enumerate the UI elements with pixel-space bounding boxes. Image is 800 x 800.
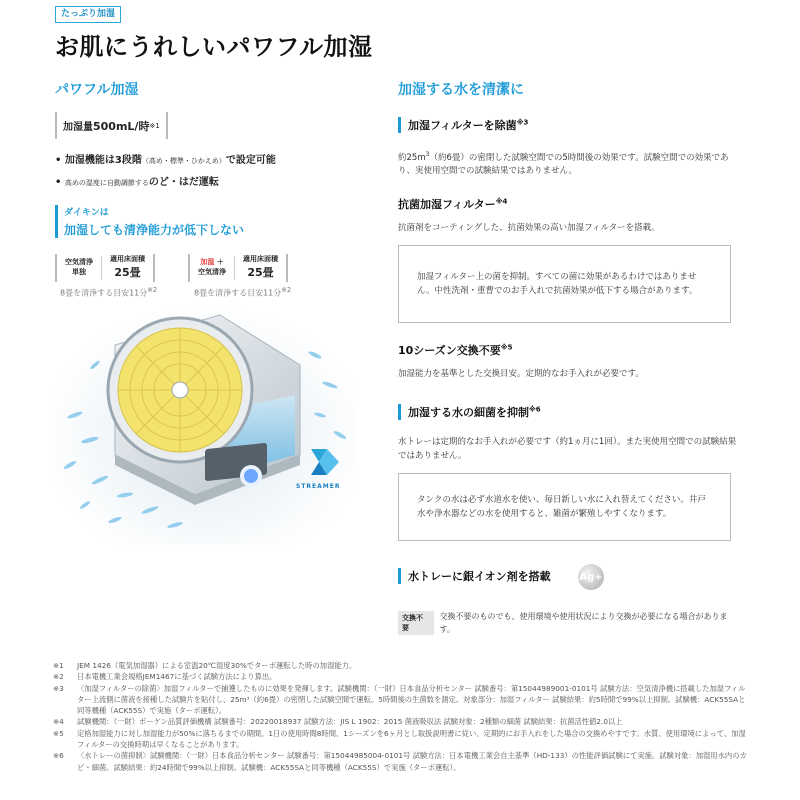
silver-ion-badge: Ag+: [578, 564, 604, 590]
footnote-text: 〈加湿フィルターの除菌〉加湿フィルターで捕獲したものに効果を発揮します。試験機関：（一財）日本食品分析センター 試験番号：第15044989001-0101号 試験方法：空気清浄機に搭載した加湿フィルター上流側に菌液を接種した試験片を貼付し、25m³（約6畳）の密閉した試験空間で運転。5時間後の生菌数を測定。対象部分：加湿フィルター 試験結果：約5時間で99%以上抑制。試験機：ACK55SAと同等機種（ACK55S）で実施（ターボ運転）。: [77, 683, 746, 716]
s5-title: [398, 568, 551, 584]
footnote-row: [53, 683, 748, 717]
compare-humid-mode: [190, 254, 234, 282]
exchange-text: 交換不要のものでも、使用環境や使用状況により交換が必要になる場合があります。: [439, 612, 728, 634]
footnote-row: [53, 728, 748, 751]
mode-humid: 加湿: [200, 258, 215, 267]
s1-ref: ※3: [516, 118, 529, 127]
footnote-text: 定格加湿能力に対し加湿能力が50%に落ちるまでの期間。1日の使用時間8時間、1シーズンを6ヶ月とし取扱説明書に従い、定期的にお手入れをした場合の交換めやすです。水質、使用環境によって、加湿フィルターの交換時期は早くなることがあります。: [77, 728, 746, 750]
bullet-auto-small: 高めの湿度に自動調節する: [64, 179, 149, 187]
bullet-auto-main: のど・はだ運転: [148, 177, 219, 188]
streamer-label: STREAMER: [296, 483, 341, 490]
daikin-callout: [55, 205, 343, 238]
mode-line2: 空気清浄: [198, 268, 226, 276]
s2-title-text: 抗菌加湿フィルター: [398, 198, 496, 211]
compare-solo: [55, 254, 155, 282]
s2-box-text: 加湿フィルター上の菌を抑制。すべての菌に効果があるわけではありません。中性洗剤・重曹でのお手入れで抗菌効果が低下する場合があります。: [417, 271, 698, 296]
mode-line1: [200, 258, 223, 268]
left-section-title: パワフル加湿: [55, 82, 139, 98]
s2-title: [398, 196, 507, 212]
humidifier-illustration: [55, 305, 355, 545]
area-label: 適用床面積: [110, 255, 145, 264]
mode-line1: 空気清浄: [65, 258, 93, 267]
s4-box-text: タンクの水は必ず水道水を使い、毎日新しい水に入れ替えてください。井戸水や浄水器などの水を使用すると、雑菌が繁殖しやすくなります。: [417, 494, 706, 519]
s1-title: [398, 117, 528, 133]
note-ref: ※2: [147, 286, 158, 294]
footnote-row: [53, 671, 748, 682]
s3-title: [398, 342, 512, 358]
note-ref: ※2: [281, 286, 292, 294]
s1-text-b: （約6畳）の密閉した試験空間での5時間後の効果です。試験空間での効果であり、実使用空間での試験結果ではありません。: [398, 152, 729, 177]
s4-ref: ※6: [529, 405, 541, 414]
bullet-auto: • 高めの湿度に自動調節するのど・はだ運転: [55, 177, 219, 188]
s2-note-box: [398, 245, 731, 323]
s1-text-a: 約25m: [398, 152, 426, 163]
footnote-text: 試験機関：（一財）ボーケン品質評価機構 試験番号：20220018937 試験方法：JIS L 1902：2015 菌液吸収法 試験対象：2種類の細菌 試験結果：抗菌活性値2.0以上: [77, 717, 623, 727]
s4-title: [398, 404, 541, 420]
footnote-key: ※5: [53, 728, 64, 738]
bullet-levels-small: （高め・標準・ひかえめ）: [141, 157, 226, 165]
s1-text: [398, 150, 738, 179]
s1-text-sup: 3: [425, 151, 430, 158]
s3-title-text: 10シーズン交換不要: [398, 344, 501, 357]
exchange-label: 交換不要: [398, 611, 434, 635]
streamer-logo-icon: [305, 445, 345, 479]
capacity-box: [55, 112, 168, 139]
tag-label: たっぷり加湿: [55, 6, 121, 23]
s3-text: 加湿能力を基準とした交換目安。定期的なお手入れが必要です。: [398, 369, 644, 379]
footnote-key: ※1: [53, 661, 64, 670]
footnote-key: ※2: [53, 672, 64, 682]
capacity-prefix: 加湿量: [63, 122, 93, 133]
compare-solo-mode: [57, 254, 101, 282]
area-value: 25畳: [247, 266, 274, 280]
bullet-levels-tail: で設定可能: [225, 155, 276, 166]
footnote-text: 日本電機工業会規格JEM1467に基づく試験方法により算出。: [77, 672, 277, 682]
daikin-line1: ダイキンは: [64, 208, 109, 218]
footnote-row: [53, 660, 748, 671]
s4-title-text: 加湿する水の細菌を抑制: [408, 406, 529, 419]
bullet-levels-main: 加湿機能は3段階: [64, 155, 142, 166]
note-text: 8畳を清浄する目安11分: [60, 288, 148, 298]
mode-line2: 単独: [72, 268, 86, 276]
footnote-key: ※6: [53, 751, 64, 761]
compare-humid-note: [194, 286, 291, 299]
mode-plus: ＋: [216, 258, 224, 267]
capacity-value: 500mL/時: [93, 119, 150, 133]
s2-ref: ※4: [495, 197, 508, 206]
area-label: 適用床面積: [243, 255, 278, 264]
note-text: 8畳を清浄する目安11分: [194, 288, 282, 298]
s5-title-text: 水トレーに銀イオン剤を搭載: [408, 570, 551, 583]
compare-humid-area: [235, 254, 286, 282]
bullet-levels: • 加湿機能は3段階（高め・標準・ひかえめ）で設定可能: [55, 155, 276, 166]
exchange-note: [398, 611, 738, 637]
footnote-text: JEM 1426（電気加湿器）による室温20℃湿度30%でターボ運転した時の加湿能力。: [77, 661, 357, 670]
footnotes: [53, 660, 748, 773]
footnote-text: 〈水トレーの菌抑制〉試験機関：（一財）日本食品分析センター 試験番号：第15044985004-0101号 試験方法：日本電機工業会自主基準（HD-133）の性能評価試験にて実施。試験対象：加湿用水内のカビ・細菌。試験結果：約24時間で99%以上抑制。試験機：ACK55SAと同等機種（ACK55S）で実施（ターボ運転）。: [77, 751, 747, 772]
s4-text: 水トレーは定期的なお手入れが必要です（約1ヵ月に1回）。また実使用空間での試験結果ではありません。: [398, 437, 737, 461]
compare-solo-note: [60, 286, 157, 299]
capacity-note: ※1: [149, 121, 160, 130]
area-value: 25畳: [114, 266, 141, 280]
footnote-row: [53, 750, 748, 773]
s2-text: 抗菌剤をコーティングした、抗菌効果の高い加湿フィルターを搭載。: [398, 223, 660, 233]
compare-solo-area: [102, 254, 153, 282]
s1-title-text: 加湿フィルターを除菌: [408, 119, 517, 132]
s4-note-box: [398, 473, 731, 541]
page-title: お肌にうれしいパワフル加湿: [55, 33, 373, 61]
compare-humid: [188, 254, 288, 282]
footnote-key: ※4: [53, 717, 64, 727]
footnote-row: [53, 716, 748, 727]
right-section-title: 加湿する水を清潔に: [398, 82, 524, 98]
daikin-line2: 加湿しても清浄能力が低下しない: [64, 223, 245, 237]
footnote-key: ※3: [53, 683, 64, 693]
s3-ref: ※5: [500, 343, 513, 352]
